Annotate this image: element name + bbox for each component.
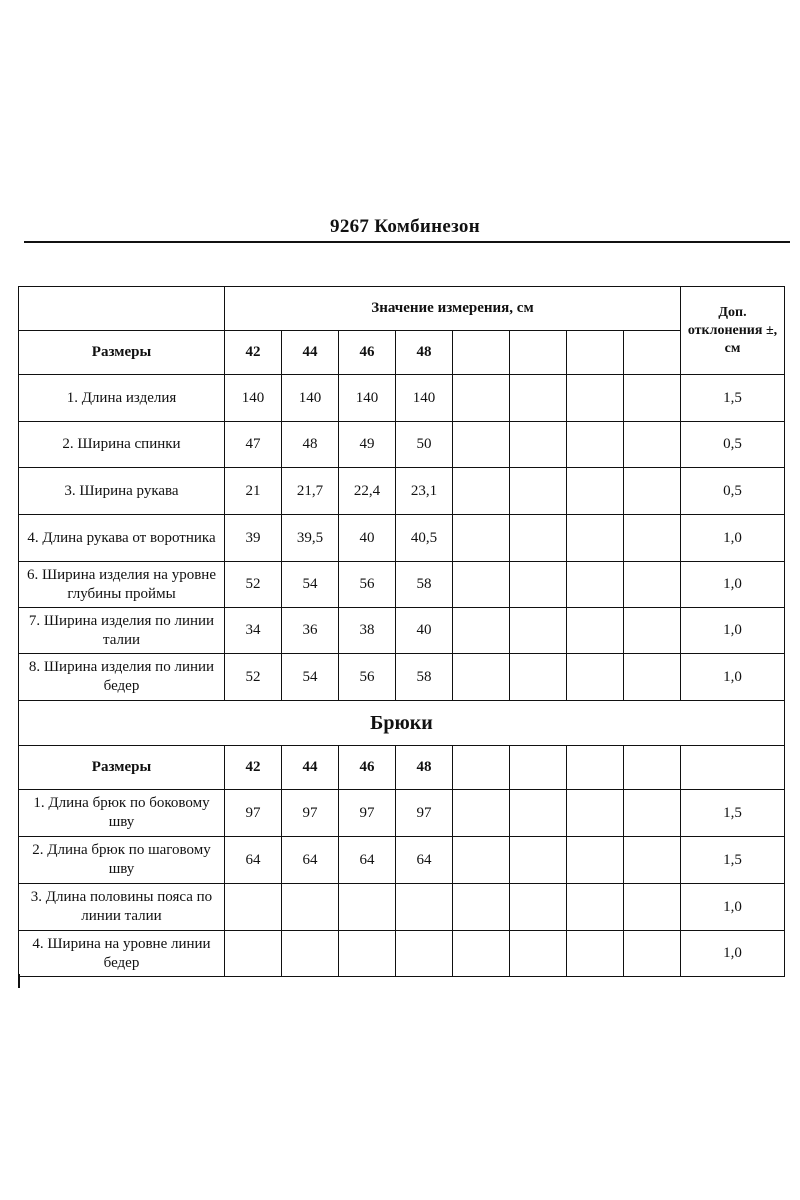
size-header: 46	[339, 746, 396, 790]
empty-cell	[510, 654, 567, 701]
value-cell	[282, 931, 339, 977]
value-cell: 40	[396, 608, 453, 654]
empty-size-cell	[624, 331, 681, 375]
table-border-stub	[18, 974, 20, 988]
empty-cell	[453, 422, 510, 468]
empty-cell	[567, 422, 624, 468]
empty-cell	[453, 884, 510, 931]
tolerance-cell: 1,5	[681, 375, 785, 422]
value-cell: 54	[282, 654, 339, 701]
value-cell	[282, 884, 339, 931]
empty-cell	[624, 422, 681, 468]
tolerance-cell: 0,5	[681, 468, 785, 515]
empty-cell	[510, 562, 567, 608]
empty-cell	[624, 515, 681, 562]
value-cell: 39,5	[282, 515, 339, 562]
table-row	[19, 375, 785, 422]
value-cell: 140	[282, 375, 339, 422]
empty-cell	[567, 654, 624, 701]
size-header: 44	[282, 746, 339, 790]
measurement-header: Значение измерения, см	[225, 287, 681, 331]
value-cell	[396, 931, 453, 977]
empty-cell	[453, 515, 510, 562]
empty-cell	[510, 375, 567, 422]
empty-cell	[624, 931, 681, 977]
tolerance-header: Доп. отклонения ±, см	[681, 287, 785, 375]
value-cell: 23,1	[396, 468, 453, 515]
empty-size-cell	[567, 331, 624, 375]
empty-size-cell	[510, 331, 567, 375]
tolerance-cell: 0,5	[681, 422, 785, 468]
value-cell: 97	[225, 790, 282, 837]
row-label: 7. Ширина изделия по линии талии	[19, 608, 225, 654]
empty-cell	[624, 837, 681, 884]
row-label: 1. Длина брюк по боковому шву	[19, 790, 225, 837]
empty-size-cell	[624, 746, 681, 790]
row-label: 2. Длина брюк по шаговому шву	[19, 837, 225, 884]
empty-cell	[624, 790, 681, 837]
empty-cell	[567, 515, 624, 562]
empty-cell	[624, 608, 681, 654]
empty-cell	[510, 608, 567, 654]
row-label: 4. Ширина на уровне линии бедер	[19, 931, 225, 977]
tolerance-cell: 1,5	[681, 790, 785, 837]
size-header: 44	[282, 331, 339, 375]
empty-cell	[567, 375, 624, 422]
tolerance-cell: 1,0	[681, 608, 785, 654]
value-cell: 56	[339, 654, 396, 701]
empty-cell	[453, 375, 510, 422]
empty-cell	[453, 931, 510, 977]
value-cell: 21	[225, 468, 282, 515]
header-empty-cell	[19, 287, 225, 331]
empty-cell	[567, 884, 624, 931]
value-cell: 40	[339, 515, 396, 562]
empty-cell	[510, 790, 567, 837]
value-cell	[339, 884, 396, 931]
row-label: 2. Ширина спинки	[19, 422, 225, 468]
empty-cell	[453, 837, 510, 884]
empty-cell	[510, 931, 567, 977]
row-label: 6. Ширина изделия на уровне глубины проймы	[19, 562, 225, 608]
size-header: 48	[396, 331, 453, 375]
value-cell: 50	[396, 422, 453, 468]
value-cell	[225, 884, 282, 931]
value-cell: 64	[225, 837, 282, 884]
value-cell: 47	[225, 422, 282, 468]
value-cell: 58	[396, 562, 453, 608]
sizes-label: Размеры	[19, 746, 225, 790]
value-cell: 36	[282, 608, 339, 654]
value-cell: 140	[339, 375, 396, 422]
table-row	[19, 515, 785, 562]
value-cell: 97	[282, 790, 339, 837]
section-title: Брюки	[19, 701, 785, 746]
empty-cell	[453, 562, 510, 608]
value-cell: 34	[225, 608, 282, 654]
size-header: 42	[225, 331, 282, 375]
empty-size-cell	[510, 746, 567, 790]
table-row	[19, 931, 785, 977]
size-header: 48	[396, 746, 453, 790]
empty-cell	[510, 884, 567, 931]
empty-size-cell	[567, 746, 624, 790]
empty-cell	[567, 468, 624, 515]
value-cell	[225, 931, 282, 977]
empty-cell	[567, 790, 624, 837]
empty-cell	[567, 837, 624, 884]
value-cell: 40,5	[396, 515, 453, 562]
empty-cell	[510, 422, 567, 468]
value-cell: 39	[225, 515, 282, 562]
value-cell: 64	[282, 837, 339, 884]
row-label: 1. Длина изделия	[19, 375, 225, 422]
size-header: 42	[225, 746, 282, 790]
row-label: 3. Ширина рукава	[19, 468, 225, 515]
value-cell: 38	[339, 608, 396, 654]
title-underline	[24, 241, 790, 243]
empty-cell	[510, 468, 567, 515]
empty-cell	[510, 837, 567, 884]
value-cell: 21,7	[282, 468, 339, 515]
value-cell: 97	[339, 790, 396, 837]
tolerance-cell: 1,0	[681, 884, 785, 931]
value-cell: 48	[282, 422, 339, 468]
value-cell: 56	[339, 562, 396, 608]
value-cell: 22,4	[339, 468, 396, 515]
table-row	[19, 562, 785, 608]
value-cell: 140	[396, 375, 453, 422]
empty-size-cell	[453, 746, 510, 790]
value-cell	[339, 931, 396, 977]
empty-cell	[624, 375, 681, 422]
table-row	[19, 654, 785, 701]
empty-cell	[453, 654, 510, 701]
tolerance-cell: 1,0	[681, 562, 785, 608]
row-label: 4. Длина рукава от воротника	[19, 515, 225, 562]
empty-cell	[567, 608, 624, 654]
sizes-label: Размеры	[19, 331, 225, 375]
empty-cell	[567, 562, 624, 608]
empty-cell	[453, 790, 510, 837]
table-row	[19, 422, 785, 468]
value-cell: 140	[225, 375, 282, 422]
empty-cell	[567, 931, 624, 977]
empty-cell	[624, 468, 681, 515]
value-cell: 58	[396, 654, 453, 701]
row-label: 3. Длина половины пояса по линии талии	[19, 884, 225, 931]
tolerance-cell: 1,0	[681, 931, 785, 977]
table-row	[19, 468, 785, 515]
tolerance-cell: 1,5	[681, 837, 785, 884]
value-cell: 64	[396, 837, 453, 884]
empty-cell	[624, 562, 681, 608]
tolerance-cell: 1,0	[681, 654, 785, 701]
value-cell: 52	[225, 654, 282, 701]
size-header: 46	[339, 331, 396, 375]
empty-size-cell	[453, 331, 510, 375]
value-cell	[396, 884, 453, 931]
table-row	[19, 837, 785, 884]
value-cell: 64	[339, 837, 396, 884]
empty-cell	[624, 884, 681, 931]
empty-cell	[453, 468, 510, 515]
table-row	[19, 608, 785, 654]
value-cell: 49	[339, 422, 396, 468]
measurement-table	[18, 286, 785, 977]
tolerance-cell: 1,0	[681, 515, 785, 562]
empty-cell	[510, 515, 567, 562]
table-row	[19, 790, 785, 837]
empty-tolerance-cell	[681, 746, 785, 790]
value-cell: 52	[225, 562, 282, 608]
document-title: 9267 Комбинезон	[330, 216, 480, 237]
value-cell: 54	[282, 562, 339, 608]
empty-cell	[453, 608, 510, 654]
value-cell: 97	[396, 790, 453, 837]
row-label: 8. Ширина изделия по линии бедер	[19, 654, 225, 701]
table-row	[19, 884, 785, 931]
empty-cell	[624, 654, 681, 701]
